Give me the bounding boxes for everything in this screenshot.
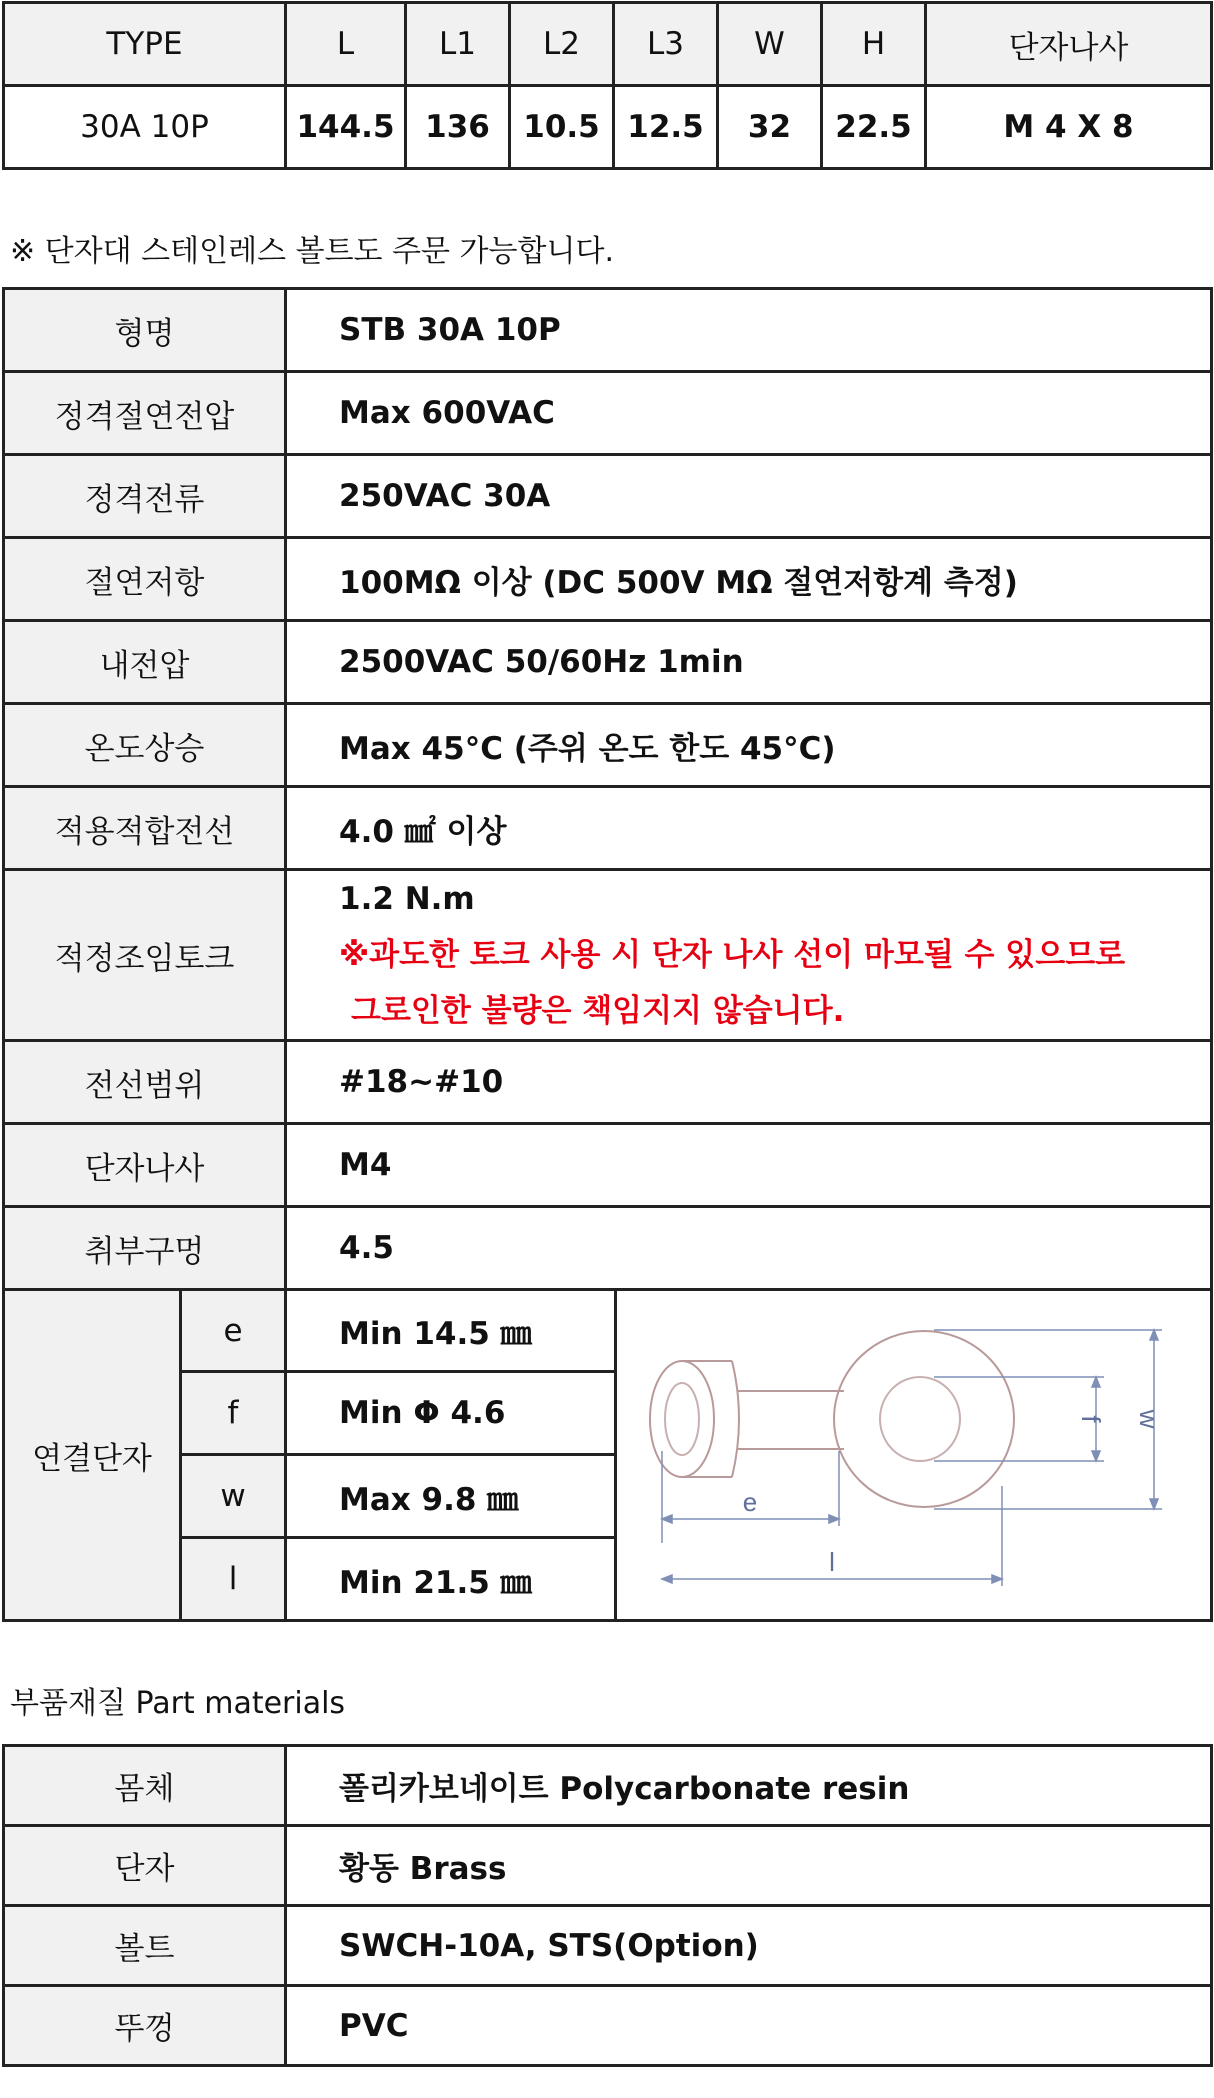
material-value: 황동 Brass [286, 1826, 1212, 1906]
material-value: SWCH-10A, STS(Option) [286, 1906, 1212, 1986]
connector-value: Max 9.8 ㎜ [286, 1455, 616, 1538]
spec-row [4, 372, 1212, 455]
l-arrow-right [992, 1575, 1002, 1583]
spec-label: 적용적합전선 [4, 787, 286, 870]
torque-value: 1.2 N.m [339, 881, 475, 917]
spec-row [4, 1041, 1212, 1124]
diagram-label-f: f [1075, 1415, 1106, 1423]
connector-key: e [181, 1290, 286, 1372]
material-row [4, 1986, 1212, 2066]
spec-value: M4 [286, 1124, 1212, 1207]
material-value: PVC [286, 1986, 1212, 2066]
connector-key: f [181, 1372, 286, 1455]
spec-label: 형명 [4, 289, 286, 372]
value-l: 144.5 [286, 86, 406, 169]
value-l2: 10.5 [510, 86, 614, 169]
spec-value: Max 45°C (주위 온도 한도 45°C) [286, 704, 1212, 787]
ring-terminal-diagram-cell [616, 1290, 1212, 1621]
material-label: 볼트 [4, 1906, 286, 1986]
diagram-label-w: w [1133, 1409, 1164, 1429]
spec-value: 100MΩ 이상 (DC 500V MΩ 절연저항계 측정) [286, 538, 1212, 621]
spec-row [4, 1207, 1212, 1290]
material-label: 단자 [4, 1826, 286, 1906]
value-type: 30A 10P [4, 86, 286, 169]
header-w: W [718, 3, 822, 86]
material-row [4, 1826, 1212, 1906]
f-arrow-bottom [1092, 1451, 1100, 1461]
material-label: 몸체 [4, 1746, 286, 1826]
spec-value: 4.0 ㎟ 이상 [286, 787, 1212, 870]
l-arrow-left [662, 1575, 672, 1583]
spec-table [2, 287, 1213, 1622]
spec-row [4, 787, 1212, 870]
material-row [4, 1906, 1212, 1986]
ring-hole [880, 1377, 960, 1461]
diagram-label-l: l [828, 1547, 835, 1577]
spec-value-torque [286, 870, 1212, 1041]
connector-value: Min Φ 4.6 [286, 1372, 616, 1455]
spec-row [4, 704, 1212, 787]
f-arrow-top [1092, 1377, 1100, 1387]
spec-value: #18~#10 [286, 1041, 1212, 1124]
dimension-lines [662, 1330, 1162, 1586]
ring-outer [834, 1331, 1014, 1507]
sleeve-back [732, 1361, 739, 1477]
dimensions-header-row [4, 3, 1212, 86]
spec-label: 적정조임토크 [4, 870, 286, 1041]
spec-value: 250VAC 30A [286, 455, 1212, 538]
connector-row [4, 1290, 1212, 1372]
connector-key: l [181, 1538, 286, 1621]
diagram-label-e: e [742, 1487, 757, 1517]
spec-label: 전선범위 [4, 1041, 286, 1124]
material-value: 폴리카보네이트 Polycarbonate resin [286, 1746, 1212, 1826]
spec-label: 정격전류 [4, 455, 286, 538]
value-l3: 12.5 [614, 86, 718, 169]
spec-value: STB 30A 10P [286, 289, 1212, 372]
spec-label: 단자나사 [4, 1124, 286, 1207]
spec-label: 취부구멍 [4, 1207, 286, 1290]
spec-row [4, 289, 1212, 372]
header-l: L [286, 3, 406, 86]
value-h: 22.5 [822, 86, 926, 169]
spec-value: 2500VAC 50/60Hz 1min [286, 621, 1212, 704]
connector-value: Min 14.5 ㎜ [286, 1290, 616, 1372]
spec-row [4, 538, 1212, 621]
ring-terminal-diagram [634, 1301, 1194, 1601]
spec-row [4, 621, 1212, 704]
spec-row [4, 1124, 1212, 1207]
header-type: TYPE [4, 3, 286, 86]
torque-warning-line-1: ※과도한 토크 사용 시 단자 나사 선이 마모될 수 있으므로 [339, 937, 1126, 973]
header-h: H [822, 3, 926, 86]
materials-title: 부품재질 Part materials [10, 1686, 346, 1721]
torque-warning-line-2: 그로인한 불량은 책임지지 않습니다. [351, 993, 845, 1029]
material-label: 뚜껑 [4, 1986, 286, 2066]
spec-value: 4.5 [286, 1207, 1212, 1290]
connector-key: w [181, 1455, 286, 1538]
spec-row [4, 455, 1212, 538]
header-l2: L2 [510, 3, 614, 86]
spec-label: 정격절연전압 [4, 372, 286, 455]
sleeve-end-outer [650, 1361, 714, 1477]
value-terminal-screw: M 4 X 8 [926, 86, 1212, 169]
spec-row-torque [4, 870, 1212, 1041]
sleeve-end-inner [665, 1383, 699, 1455]
value-w: 32 [718, 86, 822, 169]
spec-label: 온도상승 [4, 704, 286, 787]
w-arrow-top [1150, 1330, 1158, 1340]
dimensions-table [2, 1, 1213, 170]
spec-label: 내전압 [4, 621, 286, 704]
e-arrow-left [662, 1515, 672, 1523]
materials-table [2, 1744, 1213, 2067]
header-l1: L1 [406, 3, 510, 86]
material-row [4, 1746, 1212, 1826]
connector-label: 연결단자 [4, 1290, 181, 1621]
stainless-bolt-note: ※ 단자대 스테인레스 볼트도 주문 가능합니다. [10, 234, 614, 269]
header-terminal-screw: 단자나사 [926, 3, 1212, 86]
spec-label: 절연저항 [4, 538, 286, 621]
spec-value: Max 600VAC [286, 372, 1212, 455]
e-arrow-right [829, 1515, 839, 1523]
header-l3: L3 [614, 3, 718, 86]
value-l1: 136 [406, 86, 510, 169]
connector-value: Min 21.5 ㎜ [286, 1538, 616, 1621]
w-arrow-bottom [1150, 1499, 1158, 1509]
dimensions-value-row [4, 86, 1212, 169]
